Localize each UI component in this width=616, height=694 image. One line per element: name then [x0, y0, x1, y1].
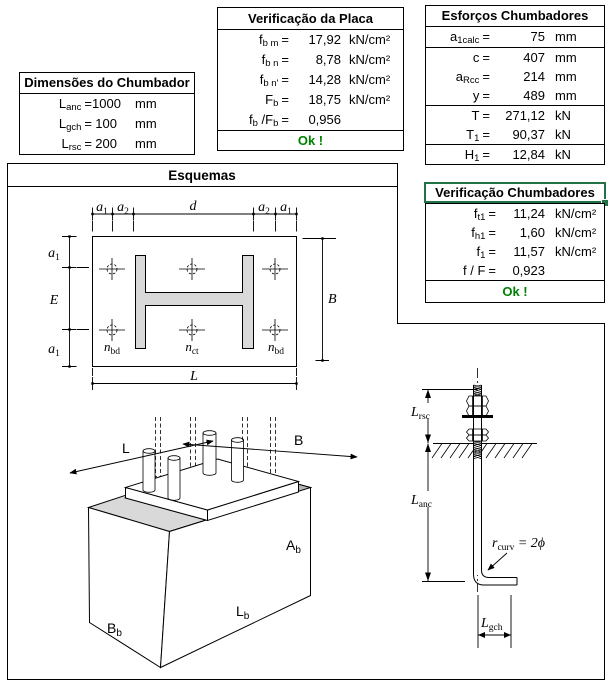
- row-value[interactable]: 11,57: [513, 244, 545, 259]
- bolt-symbol: [262, 258, 288, 280]
- rcurv-callout: [488, 536, 545, 570]
- row-value[interactable]: 200: [95, 136, 117, 151]
- row-unit: kN/cm²: [555, 206, 597, 221]
- dim-label-a1: $a_1$: [96, 200, 108, 217]
- row-label: $f_b$ $/F_b$ =: [249, 112, 289, 129]
- esquemas-title: Esquemas: [168, 168, 236, 183]
- row-value[interactable]: 0,956: [308, 112, 341, 127]
- bolt-shaft-fill: [474, 385, 482, 575]
- table-title[interactable]: Esforços Chumbadores: [426, 6, 604, 27]
- row-unit: kN/cm²: [349, 52, 391, 67]
- table-row[interactable]: [426, 67, 604, 86]
- table-row[interactable]: [426, 86, 604, 106]
- row-unit: mm: [555, 88, 577, 103]
- row-unit: mm: [135, 136, 157, 151]
- iso-bolt: [232, 438, 244, 483]
- row-label: $f_{b m}$ =: [258, 32, 289, 49]
- row-unit: kN/cm²: [555, 244, 597, 259]
- dim-label-d: d: [189, 199, 197, 214]
- table-row[interactable]: [218, 30, 403, 50]
- row-value[interactable]: 1,60: [519, 225, 545, 240]
- row-unit: kN/cm²: [349, 32, 391, 47]
- table-title[interactable]: Dimensões do Chumbador: [20, 73, 194, 94]
- block-left-face: [89, 508, 170, 668]
- bolt-symbol: [179, 258, 205, 280]
- row-label: $L_{gch}$ =: [58, 116, 92, 133]
- table-row[interactable]: [426, 27, 604, 48]
- table-row[interactable]: [426, 48, 604, 67]
- row-value[interactable]: 0,923: [512, 263, 545, 278]
- row-unit: kN/cm²: [349, 72, 391, 87]
- row-unit: [343, 110, 349, 130]
- dimension-right: [303, 237, 338, 361]
- row-unit: mm: [555, 29, 577, 44]
- row-value[interactable]: 100: [95, 116, 117, 131]
- row-label: $a_{1calc}$ =: [449, 29, 490, 46]
- row-label: $f_1$ =: [476, 244, 496, 261]
- row-unit: kN: [555, 127, 571, 142]
- table-row[interactable]: [218, 50, 403, 70]
- bolt-label-Lanc: $L_{anc}$: [411, 493, 432, 510]
- table-row[interactable]: [426, 145, 604, 164]
- anchor-bolt-detail-diagram: [409, 368, 545, 648]
- iso-bolt: [168, 456, 180, 501]
- table-verificacao-placa: [217, 7, 404, 151]
- row-value[interactable]: 14,28: [308, 72, 341, 87]
- row-label: $a_{Rcc}$ =: [455, 69, 490, 86]
- row-value[interactable]: 1000: [92, 96, 121, 111]
- row-value[interactable]: 8,78: [315, 52, 341, 67]
- row-label: $f_{t1}$ =: [473, 206, 496, 223]
- row-label: $L_{rsc}$ =: [61, 136, 92, 153]
- row-unit: kN: [555, 147, 571, 162]
- table-dimensoes-chumbador: [19, 72, 195, 155]
- row-label: $H_1$ =: [464, 147, 490, 164]
- label-nbd: $n_{bd}$: [268, 339, 284, 357]
- row-unit: kN/cm²: [555, 225, 597, 240]
- dim-label-L: L: [190, 369, 198, 384]
- table-verificacao-chumbadores: [425, 203, 605, 303]
- table-title-selected[interactable]: Verificação Chumbadores: [424, 182, 606, 203]
- dim-label-a2: $a_2$: [117, 200, 129, 217]
- status-ok: Ok !: [426, 280, 604, 302]
- table-row[interactable]: [426, 261, 604, 280]
- bolt-symbol: [262, 319, 288, 341]
- table-row[interactable]: [20, 134, 194, 154]
- base-plate-plan-diagram: [48, 199, 337, 390]
- row-unit: mm: [135, 96, 157, 111]
- dim-label-E: E: [49, 293, 59, 308]
- bolt-label-Lgch: $L_{gch}$: [481, 616, 503, 633]
- table-row[interactable]: [426, 125, 604, 145]
- label-nct: $n_{ct}$: [185, 339, 199, 357]
- row-label: $f_{b n}$ =: [261, 52, 289, 69]
- row-unit: mm: [135, 116, 157, 131]
- row-label: $F_b$ =: [265, 92, 289, 109]
- table-row[interactable]: [426, 223, 604, 242]
- label-nbd: $n_{bd}$: [104, 339, 120, 357]
- dim-label-a1: $a_1$: [280, 200, 292, 217]
- row-value[interactable]: 11,24: [513, 206, 545, 221]
- row-label: T =: [471, 108, 490, 123]
- dim-label-a1: $a_1$: [48, 246, 60, 263]
- row-label: $f_{h1}$ =: [471, 225, 496, 242]
- dimension-top: [91, 199, 297, 232]
- dim-label-B: B: [328, 292, 337, 307]
- row-label: y =: [472, 88, 490, 103]
- bolt-symbol: [99, 258, 125, 280]
- dimension-left: [48, 235, 89, 367]
- row-label: c =: [472, 50, 490, 65]
- table-row[interactable]: [218, 90, 403, 110]
- row-value[interactable]: 75: [530, 29, 545, 44]
- row-value[interactable]: 271,12: [505, 108, 545, 123]
- table-row[interactable]: [20, 114, 194, 134]
- row-label: $L_{anc}$ =: [58, 96, 92, 113]
- table-row[interactable]: [426, 204, 604, 223]
- table-row[interactable]: [426, 242, 604, 261]
- row-value[interactable]: 214: [523, 69, 545, 84]
- row-value[interactable]: 12,84: [512, 147, 545, 162]
- iso-bolt: [203, 431, 216, 476]
- row-value[interactable]: 407: [523, 50, 545, 65]
- iso-label-Ab: $A_b$: [286, 537, 301, 556]
- bolt-label-rcurv: $r_{curv} = 2\phi$: [492, 536, 546, 553]
- row-value[interactable]: 17,92: [308, 32, 341, 47]
- table-row[interactable]: [426, 106, 604, 125]
- iso-label-Bb: $B_b$: [107, 620, 122, 639]
- row-value[interactable]: 489: [523, 88, 545, 103]
- dim-label-a2: $a_2$: [258, 200, 270, 217]
- table-title[interactable]: Verificação da Placa: [218, 8, 403, 30]
- bolt-symbol: [179, 319, 205, 341]
- dimension-bottom: [91, 368, 297, 390]
- bolt-label-Lrsc: $L_{rsc}$: [411, 405, 430, 422]
- iso-label-L: L: [122, 440, 130, 456]
- dim-label-a1: $a_1$: [48, 342, 60, 359]
- row-value[interactable]: 90,37: [512, 127, 545, 142]
- dimension-Lgch: [478, 595, 511, 648]
- pedestal-iso-diagram: [70, 417, 357, 668]
- row-unit: kN: [555, 108, 571, 123]
- iso-label-Lb: $L_b$: [236, 603, 250, 622]
- row-label: $f_{b n'}$ =: [259, 72, 289, 89]
- table-row[interactable]: [218, 70, 403, 90]
- row-unit: mm: [555, 50, 577, 65]
- iso-label-B: B: [294, 432, 304, 448]
- row-label: $T_1$ =: [466, 127, 490, 144]
- row-unit: [547, 261, 555, 280]
- status-ok: Ok !: [218, 130, 403, 150]
- anchor-bolt-body: [462, 385, 517, 585]
- dimension-Lanc: [409, 444, 465, 582]
- table-row[interactable]: [218, 110, 403, 130]
- table-esforcos-chumbadores: [425, 5, 605, 165]
- row-unit: kN/cm²: [349, 92, 391, 107]
- table-row[interactable]: [20, 94, 194, 114]
- row-unit: mm: [555, 69, 577, 84]
- row-value[interactable]: 18,75: [308, 92, 341, 107]
- bolt-symbol: [99, 319, 125, 341]
- row-label: f / F =: [463, 263, 496, 278]
